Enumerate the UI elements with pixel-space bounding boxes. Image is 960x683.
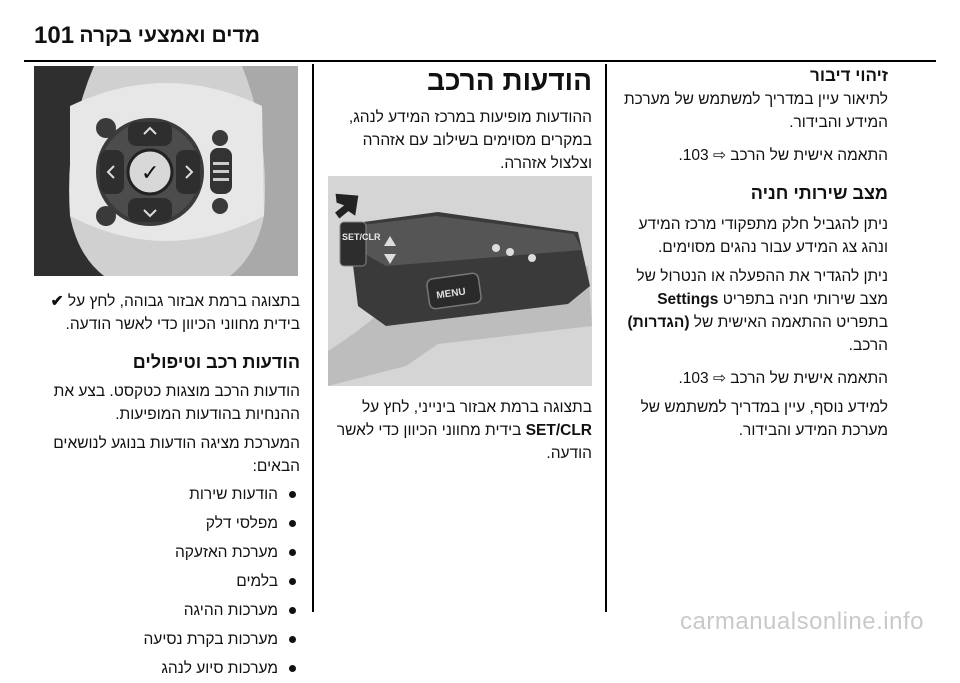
check-icon: ✔	[50, 293, 64, 310]
column-left	[34, 290, 300, 683]
paragraph: ההודעות מופיעות במרכז המידע לנהג, במקרים מסוימים בשילוב עם אזהרה וצלצול אזהרה.	[348, 109, 592, 172]
paragraph: למידע נוסף, עיין במדריך למשתמש של מערכת המידע והבידור.	[640, 399, 888, 439]
column-divider-left	[312, 64, 314, 612]
header-rule	[24, 60, 936, 62]
text-run: בתצוגה ברמת אבזור בינייני, לחץ על	[361, 399, 592, 416]
bullet-icon	[289, 578, 296, 585]
list-item	[34, 596, 300, 625]
column-right	[620, 64, 888, 442]
steering-wheel-drawing	[34, 66, 298, 276]
section-heading-messages-service: הודעות רכב וטיפולים	[132, 352, 300, 372]
text-run: בידית מחווני הכיוון כדי לאשר הודעה.	[336, 422, 592, 462]
list-item-text: בלמים	[236, 573, 278, 590]
message-topics-list	[34, 480, 300, 683]
paragraph: הודעות הרכב מוצגות כטקסט. בצע את ההנחיות בהודעות המופיעות.	[53, 383, 300, 423]
paragraph: ניתן להגביל חלק מתפקודי מרכז המידע ונהג צג המידע עבור נהגים מסוימים.	[638, 216, 888, 256]
section-heading-valet: מצב שירותי חניה	[750, 183, 888, 203]
column-middle	[326, 64, 592, 175]
set-clr-button-label: SET/CLR	[342, 232, 381, 242]
page-header	[0, 0, 960, 62]
bullet-icon	[289, 520, 296, 527]
watermark: carmanualsonline.info	[680, 608, 924, 635]
cross-reference: התאמה אישית של הרכב ⇨ 103.	[678, 147, 888, 164]
list-item	[34, 480, 300, 509]
bullet-icon	[289, 491, 296, 498]
caption	[34, 290, 300, 336]
bullet-icon	[289, 607, 296, 614]
steering-wheel-controls-illustration	[34, 66, 298, 276]
list-item-text: מערכות סיוע לנהג	[161, 660, 278, 677]
paragraph-settings	[620, 265, 888, 357]
lever-drawing	[328, 176, 592, 386]
bullet-icon	[289, 549, 296, 556]
text-run: בתפריט ההתאמה האישית של	[693, 314, 888, 331]
list-item	[34, 567, 300, 596]
list-item-text: מערכות ההיגה	[183, 602, 278, 619]
list-item	[34, 509, 300, 538]
ok-icon: ✓	[141, 161, 160, 186]
settings-hebrew-label: (הגדרות)	[627, 314, 690, 331]
middle-caption	[326, 396, 592, 465]
section-title-vehicle-messages: הודעות הרכב	[427, 65, 592, 96]
bullet-icon	[289, 665, 296, 672]
list-item	[34, 538, 300, 567]
page-number: 101	[34, 22, 75, 49]
column-divider-right	[605, 64, 607, 612]
text-run: ניתן להגדיר את ההפעלה או הנטרול של מצב שירותי חניה בתפריט	[636, 268, 888, 308]
paragraph: לתיאור עיין במדריך למשתמש של מערכת המידע והבידור.	[623, 91, 888, 131]
text-run: בידית מחווני הכיוון כדי לאשר הודעה.	[65, 316, 300, 333]
list-item	[34, 654, 300, 683]
running-title: מדים ואמצעי בקרה	[79, 24, 260, 47]
list-item	[34, 625, 300, 654]
text-run: הרכב.	[848, 337, 888, 354]
list-item-text: מערכות בקרת נסיעה	[143, 631, 278, 648]
list-item-text: מערכת האזעקה	[174, 544, 278, 561]
cross-reference: התאמה אישית של הרכב ⇨ 103.	[678, 370, 888, 387]
paragraph: המערכת מציגה הודעות בנוגע לנושאים הבאים:	[53, 435, 300, 475]
list-item-text: הודעות שירות	[189, 486, 278, 503]
menu-button-label: MENU	[435, 286, 467, 302]
turn-signal-lever-illustration	[328, 176, 592, 386]
caption	[326, 396, 592, 465]
settings-label: Settings	[657, 291, 719, 308]
list-item-text: מפלסי דלק	[205, 515, 278, 532]
text-run: בתצוגה ברמת אבזור גבוהה, לחץ על	[67, 293, 300, 310]
section-heading-voice: זיהוי דיבור	[810, 66, 888, 85]
set-clr-label: SET/CLR	[525, 422, 592, 439]
